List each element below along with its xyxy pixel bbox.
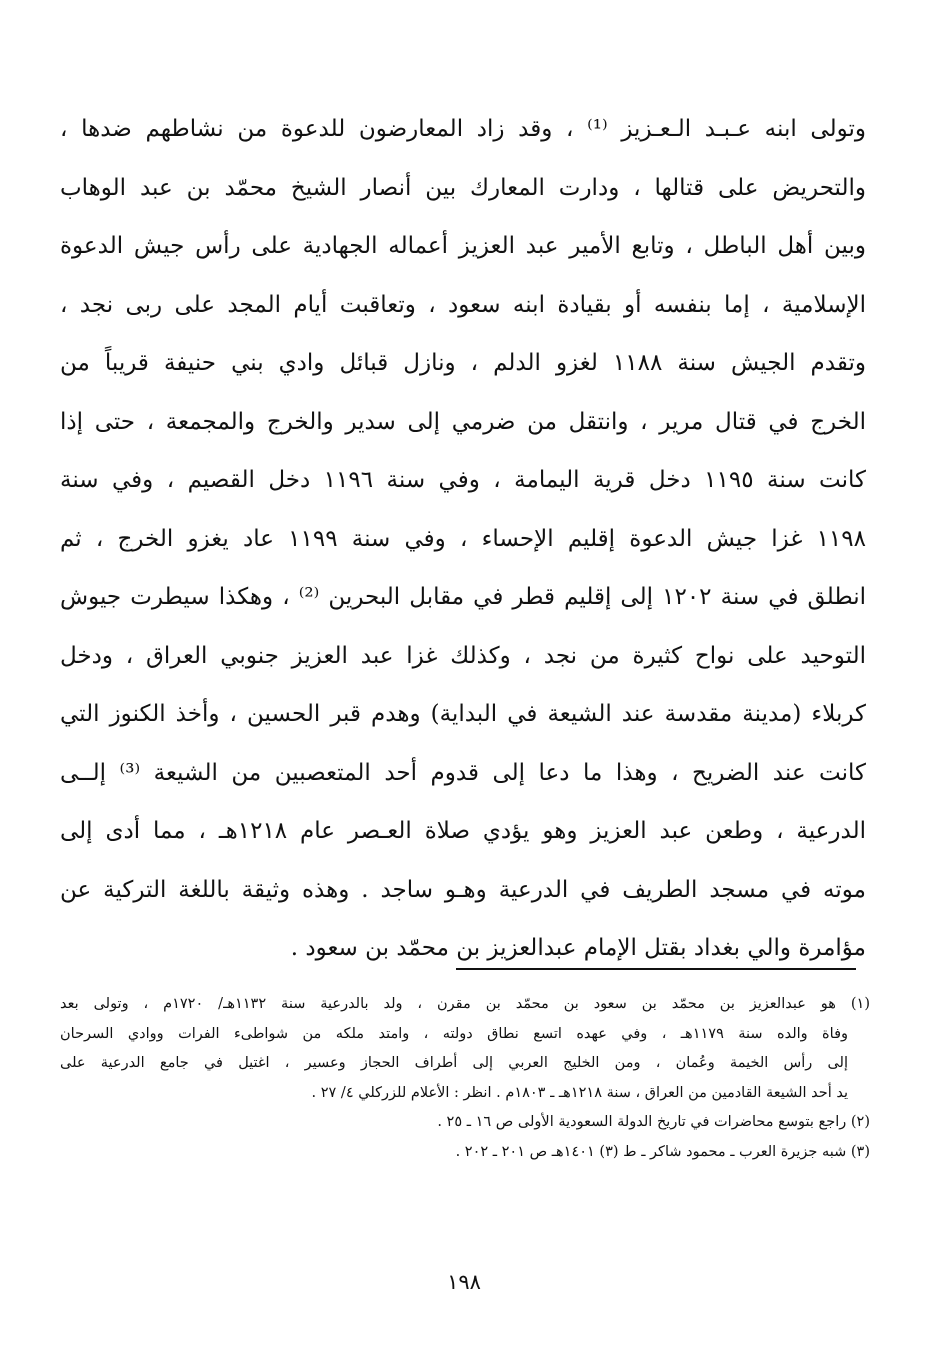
body-line-6: الخرج في قتال مرير ، وانتقل من ضرمي إلى سدير والخرج والمجمعة ، حتى إذا	[60, 408, 866, 435]
body-line-11: كربلاء (مدينة مقدسة عند الشيعة في البداية) وهدم قبر الحسين ، وأخذ الكنوز التي	[60, 701, 866, 727]
footnote-2: (٢) راجع بتوسع محاضرات في تاريخ الدولة السعودية الأولى ص ١٦ ـ ٢٥ .	[437, 1114, 870, 1130]
body-line-12: كانت عند الضريح ، وهذا ما دعا إلى قدوم أحد المتعصبين من الشيعة ⁽³⁾ إلــى	[60, 759, 866, 786]
body-line-8: ١١٩٨ غزا جيش الدعوة إقليم الإحساء ، وفي سنة ١١٩٩ عاد يغزو الخرج ، ثم	[60, 525, 866, 552]
body-line-2: والتحريض على قتالها ، ودارت المعارك بين أنصار الشيخ محمّد بن عبد الوهاب	[60, 174, 866, 201]
body-line-14: موته في مسجد الطريف في الدرعية وهـو ساجد . وهذه وثيقة باللغة التركية عن	[60, 876, 866, 903]
footnote-1-line-3: إلى رأس الخيمة وعُمان ، ومن الخليج العربي إلى أطراف الحجاز وعسير ، اغتيل في جامع الدرعية على	[60, 1055, 848, 1071]
body-line-13: الدرعية ، وطعن عبد العزيز وهو يؤدي صلاة العـصر عام ١٢١٨هـ ، مما أدى إلى	[60, 818, 866, 844]
body-line-5: وتقدم الجيش سنة ١١٨٨ لغزو الدلم ، ونازل قبائل وادي بني حنيفة قريباً من	[60, 350, 866, 376]
footnotes	[60, 990, 870, 1167]
footnote-separator	[456, 968, 856, 970]
body-line-4: الإسلامية ، إما بنفسه أو بقيادة ابنه سعود ، وتعاقبت أيام المجد على ربى نجد ،	[60, 291, 866, 318]
page-number: ١٩٨	[447, 1270, 481, 1294]
body-line-1: وتولى ابنه عـبـد الـعـزيز ⁽¹⁾ ، وقد زاد المعارضون للدعوة من نشاطهم ضدها ،	[60, 116, 866, 142]
body-line-9: انطلق في سنة ١٢٠٢ إلى إقليم قطر في مقابل البحرين ⁽²⁾ ، وهكذا سيطرت جيوش	[60, 584, 866, 610]
body-line-15: مؤامرة والي بغداد بقتل الإمام عبدالعزيز بن محمّد بن سعود .	[290, 935, 866, 961]
body-line-7: كانت سنة ١١٩٥ دخل قرية اليمامة ، وفي سنة ١١٩٦ دخل القصيم ، وفي سنة	[60, 467, 866, 493]
footnote-3: (٣) شبه جزيرة العرب ـ محمود شاكر ـ ط (٣) ١٤٠١هـ ص ٢٠١ ـ ٢٠٢ .	[455, 1143, 870, 1160]
footnote-1-line-2: وفاة والده سنة ١١٧٩هـ ، وفي عهده اتسع نطاق دولته ، وامتد ملكه من شواطىء الفرات ووادي السرحان	[60, 1025, 849, 1042]
footnote-1-line-4: يد أحد الشيعة القادمين من العراق ، سنة ١٢١٨هـ ـ ١٨٠٣م . انظر : الأعلام للزركلي ٤/ ٢٧ .	[311, 1084, 848, 1101]
footnote-1-line-1: (١) هو عبدالعزيز بن محمّد بن سعود بن محمّد بن مقرن ، ولد بالدرعية سنة ١١٣٢هـ/ ١٧٢٠م ، وتولى بعد	[60, 996, 870, 1012]
body-line-3: وبين أهل الباطل ، وتابع الأمير عبد العزيز أعماله الجهادية على رأس جيش الدعوة	[60, 233, 866, 259]
body-line-10: التوحيد على نواح كثيرة من نجد ، وكذلك غزا عبد العزيز جنوبي العراق ، ودخل	[60, 642, 866, 669]
body-text	[60, 100, 866, 978]
